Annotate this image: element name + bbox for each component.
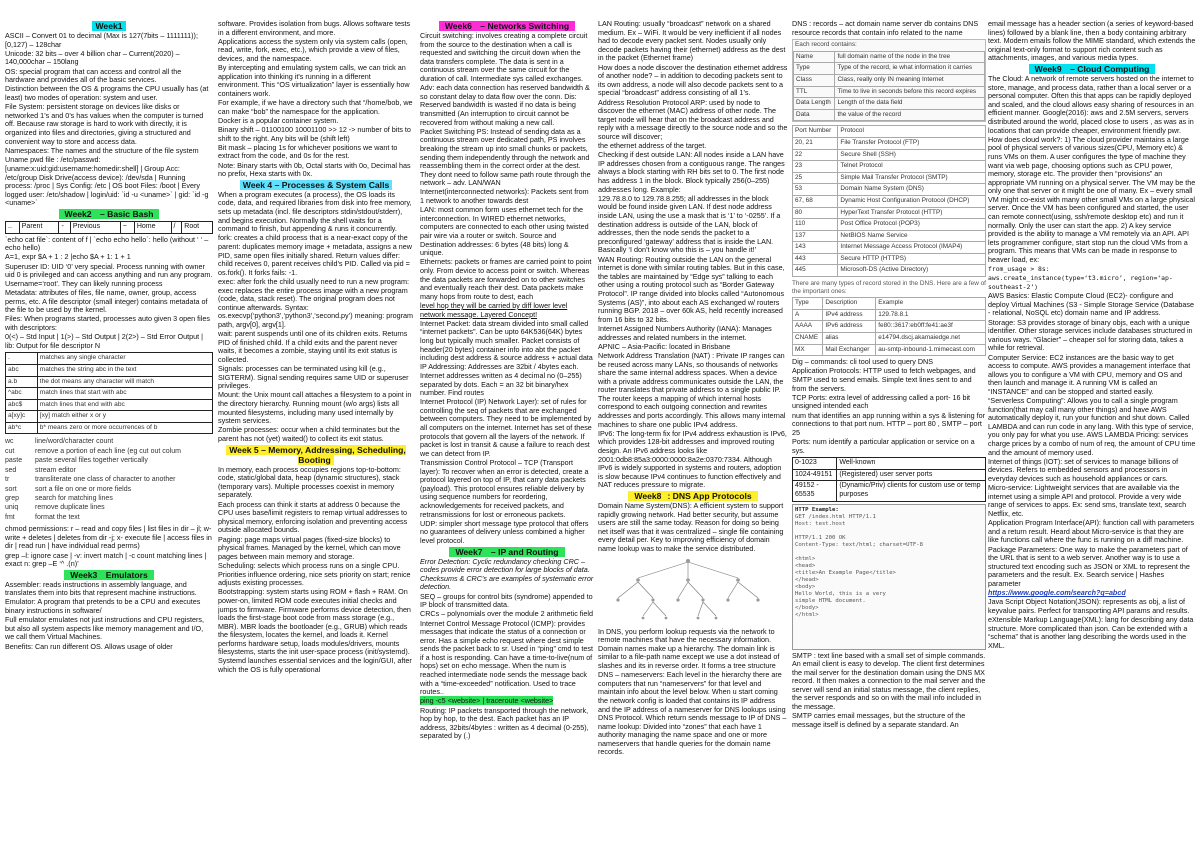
w1-p1: Unicode: 32 bits – over 4 billion char – Current(2020) – 140,000char – 150lang	[5, 48, 180, 67]
nav-cell: /	[171, 222, 182, 234]
w5-p1: Each process can think it starts at address 0 because the CPU uses base/limit registers to remap virtual addresses to physical memory, enforcing isolation and preventing access outside allocated bounds.	[218, 499, 408, 535]
regex-row: a[xy]c [xy] match either x or y	[6, 411, 213, 423]
search-link[interactable]: https://www.google.com/search?q=abcd	[988, 588, 1126, 598]
w4-p6: Zombie processes: occur when a child terminates but the parent has not (yet) waited() to collect its exit status.	[218, 425, 400, 444]
w7-p4: ping -c5 <website> | traceroute <website>	[420, 696, 554, 706]
dig-p2: TCP Ports: extra level of addressing called a port- 16 bit unsigned intended each	[792, 392, 971, 411]
w2-p3: Metadata: attributes of files, file name, owner, group, access perms, etc. A file descriptor (small integer) contains metadata of the file to be used by the kernel.	[5, 287, 208, 315]
w8-p2: DNS – nameservers: Each level in the hierarchy there are computers that run “nameservers” for that level and maintain info about the level below. When u start coming the network config is loaded that contains its IP address and the IP address of a nameserver for DNS lookups using DNS Protocol. Which return sends message to IP of DNS – name lookup: Divided into “zones” that each have 1 authority managing the name space and one or more nameservers that handle queries for the domain name records.	[598, 670, 787, 757]
w7-p2: CRCs – polynomials over the module 2 arithmetic field	[420, 609, 593, 619]
port-ranges-table	[792, 457, 986, 501]
smtp-p1: SMTP carries email messages, but the structure of the message itself is defined by a separate standard. An	[792, 711, 966, 729]
table-header: Port Number Protocol	[793, 126, 986, 138]
record-fields-table	[793, 51, 985, 122]
w4-p4: Signals: processes can be terminated using kill (e.g., SIGTERM). Signal sending requires same UID or superuser privileges.	[218, 364, 409, 391]
cmd-row: wc line/word/character count	[5, 438, 114, 446]
week3-heading: Week3 Emulators	[5, 570, 213, 580]
w6-p4: LAN: most common form uses ethernet tech for the interconnection. In WIRED ethernet networks, computers are connected to each other using twisted pair wire via a router or switch. Source and Destination addresses: 6 bytes (48 bits) long & unique.	[420, 205, 589, 258]
cmd-row: grep search for matching lines	[5, 494, 113, 502]
w9-p6: Computer Service: EC2 instances are the basic way to get access to compute. AWS provides a management interface that allows you to configure a VM with CPU, memory and OS and then launch and manage it. A running VM is called an “INSTANCE” and can be stopped and started easily.	[988, 352, 1191, 396]
table-row: Name full domain name of the node in the tree	[794, 51, 985, 63]
w7b-p2: Address Resolution Protocol ARP: used by node to discover the ethernet (MAC) address of other node. The target node will hear that on the broadcast address and reply with a message directly to the source node and so the source will discover;	[598, 97, 788, 141]
week6-heading: Week6 – Networks Switching	[420, 21, 594, 31]
w3-p0: Assembler: reads instructions in assembly language, and translates them into bits that represent machine instructions.	[5, 579, 197, 598]
table-row: 443 Secure HTTP (HTTPS)	[793, 253, 986, 265]
dig-p3: num that identifies an app running within a sys & listening for connections to that port num. HTTP – port 80 , SMTP – port 25	[792, 410, 985, 437]
w7b-p7: Internet Assigned Numbers Authority (IANA): Manages addresses and related numbers in the internet.	[598, 323, 772, 342]
w9b-p1: eXtensible Markup Language(XML): lang for describing any data structure. More complicated than json. Can be extended with a “schema” that is another lang describing the words used in the XML.	[988, 615, 1194, 650]
table-row: 23 Telnet Protocol	[793, 161, 986, 173]
w3b-p6: Bit mask – placing 1s for whichever positions we want to extract from the code, and 0s for the rest.	[218, 142, 398, 161]
cmd-row: tr transliterate one class of character to another	[5, 476, 176, 484]
w1-p4: File System: persistent storage on devices like disks or networked 1’s and 0’s has values when the computer is turned off. Because raw storage is hard to work with directly, it is organized into files and directories, giving a structured and convenient way to store and access data.	[5, 102, 204, 146]
w2-p2: Superuser ID: UID ‘0’ very special. Process running with owner uid 0 is privileged and can access anything and run any program. Username=‘root’. They can likely running process	[5, 261, 213, 288]
w1-p5: Namespaces: The names and the structure of the file system	[5, 145, 199, 155]
w3-p1: Emulator: A program that pretends to be a CPU and executes binary instructions in software/	[5, 597, 201, 616]
w2-p1: A=1, expr $A + 1 : 2 |echo $A + 1: 1 + 1	[5, 252, 131, 262]
w4-p2: exec: after fork the child usually need to run a new program: exec replaces the entire process image with a new program (code, data, stack reset). The original program does not continue afterwards. Syntax: os.execvp(‘python3’,‘python3’,‘second.py’) meaning: program path, argv[0], argv[1].	[218, 276, 413, 329]
cmd-row: paste paste several files together vertically	[5, 457, 148, 465]
w1-p3: Distinction between the OS & programs the CPU usually has (at least) two modes of operation: system and user.	[5, 84, 209, 102]
w9-p3: aws.create_instance(type=‘t3.micro’, region=‘ap-southeast-2’)	[988, 274, 1173, 291]
w6-p3: Internet(interconnected networks): Packets sent from 1 network to another towards dest	[420, 187, 589, 206]
smtp-p0: SMTP : text line based with a small set of simple commands. An email client is easy to develop. The client first determines the mail server for the destination domain using the DNS MX record. It then makes a connection to the mail server and the server will send an initial status message, the client replies, the server responds and so on with the mail info included in the message.	[792, 650, 986, 712]
w9-p1: How does cloud work?: 1) The cloud provider maintains a large pool of physical servers of various sizes(CPU, Memory etc) & runs VMs on them. A user configures the type of machine they want via web page, choosing options such as CPU power, memory, storage etc. The provider then “provisions” an appropriate VM running on a physical server. The VM may be the only one that server or it might be one of many. Ex – every small VM might co-exist with many other small VMs on a large physical server. Once the VM has been configured and started, the user can remote connect(using, ssh/remote desktop etc) and run it normally. Only the user can start the app. 2) A key service provided is the ability to manage a VM remotely via an API. API lets programmer configure, start stop run the cloud VMs from a program. This means that VMs can be made in response to heaver load, ex:	[988, 134, 1196, 265]
w7-p1: SEQ – groups for control bits (syndrome) appended to IP block of transmitted data.	[420, 591, 593, 610]
w7b-p5: 129.78.8.0 to 129.78.8.255; all addresses in the block would be found inside given LAN. If dest node address inside LAN, using the use a mask that is ‘1’ to ‘-0255’. If a destination address is outside of the LAN, block of addresses, then the node sends the packet to a preconfigured ‘gateway’ address that is inside the LAN. Basically ‘I don’t know who this is – you handle it!’	[598, 193, 781, 255]
regex-row: ab*c b* means zero or more occurrences of b	[6, 422, 213, 434]
w8-p1: In DNS, you perform lookup requests via the network to remote machines that have the necessary information. Domain names make up a hierarchy. The domain link is similar to a file-path name except we use a dot instead of slashes and its in reverse order. It forms a tree structure	[598, 626, 780, 670]
w5-p2: Paging: page maps virtual pages (fixed-size blocks) to physical frames. Managed by the kernel, which can move pages between main memory and storage.	[218, 534, 401, 561]
week5-heading: Week 5 – Memory, Addressing, Scheduling, Booting	[218, 445, 414, 465]
nav-cell: Parent	[19, 222, 59, 234]
w6-p6: level hop they will be carried by diff lower level network message. Layered Concept!	[420, 300, 568, 319]
regex-table	[5, 352, 213, 434]
table-row: A IPv4 address 129.78.8.1	[793, 309, 986, 321]
w7-p3: Internet Control Message Protocol (ICMP): provides messages that indicate the status of a connection or error. Has a simple echo request where dest simple sends the packet back to sr. Used in “ping” cmd to test if a host is responding. Can have a time-to-live(num of hops) set on echo message. When the num is reached intermediate node sends the message back with a “time-exceeded” notification. Used to trace routes..	[420, 618, 593, 697]
nav-symbols-table	[5, 221, 213, 234]
table-row: 0-1023 Well-known	[793, 458, 986, 470]
w3b-p3: For example, if we have a directory such that “/home/bob, we can make “bob” the namespace for the application.	[218, 98, 413, 116]
week9-heading: Week9 – Cloud Computing	[988, 64, 1196, 74]
regex-row: . matches any single character	[6, 353, 213, 365]
w7b-p6: WAN Routing: Routing outside the LAN on the general internet is done with similar routing tables. But in this case, the tables are maintained by “Edge sys” talking to each other using a routing protocol such as “Border Gateway Protocol”. IP range divided into blocks called “Autonomous Systems (AS)”, into about each AS exchanged w/ routers running BGP. 2018 – over 60k AS, held recently increased from 16 bits to 32 bits.	[598, 254, 785, 324]
table-row: MX Mail Exchanger au-smtp-inbound-1.mimecast.com	[793, 344, 986, 356]
w5-p4: Bootstrapping: system starts using ROM + flash + RAM. On power-on, limited ROM code executes initial checks and jumps to firmware. Firmware performs device detection, then loads the first-stage boot code from mass storage (e.g., MBR). MBR loads the bootloader (e.g., GRUB) which reads the filesystem, locates the kernel, and loads it. Kernel performs hardware setup, loads modules/drivers, mounts filesystems, starts the init user-space process (init/systemd). Systemd launches essential services and the login/GUI, after which the OS is fully operational	[218, 587, 412, 674]
table-row: 67, 68 Dynamic Host Configuration Protocol (DHCP)	[793, 195, 986, 207]
record-caption: Each record contains:	[795, 41, 857, 49]
w3b-p0: software. Provides isolation from bugs. Allows software tests in a different environment, and more.	[218, 20, 411, 37]
dig-p1: Application Protocols: HTTP used to fetch webpages, and SMTP used to send emails. Simple text lines sent to and from the servers.	[792, 366, 976, 393]
table-row: 53 Domain Name System (DNS)	[793, 184, 986, 196]
w9-p5: Storage: S3 provides storage of binary objs, each with a unique identifier. Other storage services include databases structured in various ways. “Glacier” – cheaper sol for storing data, takes a while for retrieval.	[988, 317, 1193, 353]
w8-p0: Domain Name System(DNS): A efficient system to support rapidly growing network. Had better security, but assume users are still the same today. Reason for doing so being net itself was that it was centralized – single file containing every detail per. Key to improving efficiency of domain name lookup was to make the service distributed.	[598, 501, 784, 553]
dns-record-figure	[792, 39, 986, 122]
w3b-p2: By intercepting and emulating system calls, we can trick an application into thinking it’s running in a different environment. This “OS virtualization” layer is essentially how containers work.	[218, 63, 410, 98]
w7b-p0: LAN Routing: usually “broadcast” network on a shared medium. Ex – WiFi. It would be very inefficient if all nodes had to decode every packet sent. Nodes usually only decode packets having their (ethernet) address as the dest in the packet (Ethernet frame)	[598, 20, 786, 63]
w3-p2: Full emulator emulates not just instructions and CPU registers, but also all system aspects like memory management and I/O, we call them Virtual Machines.	[5, 615, 204, 642]
w7b-p4: Checking if dest outside LAN: All nodes inside a LAN have IP addresses chosen from a contiguous range. The ranges always a block starting with RH bits set to 0. The first node has address 1 in the block. Block typically 256(0–255) addresses long. Example:	[598, 150, 785, 194]
week2-heading: Week2 – Basic Bash	[5, 209, 213, 219]
w8b-p0: email message has a header section (a series of keyword-based lines) followed by a blank line, then a body containing arbitrary text. Modern emails follow the MIME standard, which extends the original text-only format to support rich content such as attachments, images, and various media types.	[988, 20, 1196, 63]
w9-p11: Package Parameters: One way to make the parameters part of the URL that is sent to a web server. Another way is to use a structured text encoding such as JSON or XML to represent the parameters and the result. Ex. Search service | Hashes parameter	[988, 544, 1190, 588]
table-row: CNAME alias e14794.dscj.akamaiedge.net	[793, 333, 986, 345]
nav-cell: Root	[182, 222, 213, 234]
regex-row: ^abc match lines that start with abc	[6, 388, 213, 400]
w3-p3: Benefits: Can run different OS. Allows usage of older	[5, 641, 173, 651]
nav-cell: -	[59, 222, 70, 234]
w7b-p8: APNIC – Asia-Pacific: located in Brisbane	[598, 341, 731, 351]
nav-cell: ~	[120, 222, 134, 234]
cmd-row: cut remove a portion of each line (eg cut out colum	[5, 447, 181, 455]
table-row: 1024-49151 (Registered) user server ports	[793, 469, 986, 481]
ports-table	[792, 125, 986, 277]
w9b-p0: Java Script Object Notation(JSON): represents as obj, a list of keyvalue pairs. Perfect for transporting API params and results.	[988, 597, 1190, 615]
cmd-row: fmt format the text	[5, 513, 80, 521]
w2-p4: Files: When programs started, processes auto given 3 open files with descriptors:	[5, 314, 210, 332]
w3b-p5: Binary shift – 01100100 10001100 >> 12 -> number of bits to shift to the right. Any bits will be (shift left)	[218, 125, 411, 143]
types-caption: There are many types of record stored in the DNS. Here are a few of the important ones:	[792, 280, 986, 295]
w2-p5: 0(<) – Std Input | 1(>) – Std Output | 2(2>) – Std Error Output | lib: Output for file descriptor N	[5, 332, 203, 350]
w1-p6: Uname pwd file : /etc/passwd:	[5, 154, 101, 164]
w6-p9: Internet Protocol (IP) Network Layer): set of rules for controlling the seq of packets that are exchanged between computers. They need to be implemented by all computers on the internet. Internet has set of these protocols that govern all the layers of the network. If packet is lost in transit & cause a failure to reach dest we can detect from IP.	[420, 397, 592, 458]
week8-heading: Week8 : DNS App Protocols	[598, 491, 788, 501]
w6-p5: Ethernets: packets or frames are carried point to point only. From device to access point or switch. Whereas the data packets are forwarded on to other switches and eventually reach their dest. Data packets make many hops from route to dest, each	[420, 257, 592, 301]
regex-row: a.b the dot means any character will match	[6, 376, 213, 388]
column-5	[792, 20, 986, 846]
column-4	[598, 20, 788, 846]
table-row: 20, 21 File Transfer Protocol (FTP)	[793, 137, 986, 149]
nav-cell: Home	[134, 222, 171, 234]
table-row: 143 Internet Message Access Protocol (IMAP4)	[793, 242, 986, 254]
record-types-table	[792, 297, 986, 356]
w6-p7: Internet Packet: data stream divided into small called “internet packets”. Can be upto 64K536(64K) bytes long but typically much smaller. Packet consists of header(20 bytes) container info into abt the packet including dest address & source address + actual data	[420, 318, 593, 363]
w1-p7: [uname:x:uid:gid:username:homedir:shell] | Group Acc: /etc/group Disk Drive(access device): /dev/sda | Running process: /proc | Sys Config: /etc | OS boot Files: /boot | Every logged user: /etc/shadow | login/uid: `id -u <uname>` | gid: `id -g <uname>`	[5, 164, 209, 208]
regex-row: abc matches the string abc in the text	[6, 364, 213, 376]
w9-p0: The Cloud: A network of remote servers hosted on the internet to store, manage, and process data, rather than a local server or a personal computer. Often this that apps can be rapidly deployed and scaled, and the cloud allows easy sharing of resources in an efficient manner. Google(2016): aws and 2.5M servers, servers distributed around the world, placed close to users , as was as in locations that can provide cheaper, environment friendly pwr.	[988, 73, 1194, 135]
w6-p11: UDP: simpler short message type protocol that offers no guarantees of delivery unless combined a higher level protocol.	[420, 518, 589, 545]
w6-p10: Transmission Control Protocol – TCP (Transport layer): To recover when an error is detected, create a protocol layered on top of IP, that carry data packets (payload). This protocol ensures reliable delivery by using sequence numbers for reordering, acknowledgements for received packets, and retransmissions for lost or erroneous packets.	[420, 458, 589, 519]
dns-tree-diagram	[598, 556, 788, 626]
table-row: Data the value of the record	[794, 109, 985, 121]
w4-p1: fork: creates a child process that is a near-exact copy of the parent: duplicates memory image + metadata, assigns a new PID, same open files initially shared. Return values differ: child receives 0, parent receives child’s PID. Called via pid = os.fork(). It forks fails: -1.	[218, 233, 412, 277]
regex-row: abc$ match lines that end with abc	[6, 399, 213, 411]
w5-p0: In memory, each process occupies regions top-to-bottom: code, static/global data, heap (dynamic structures), stack (temporary vars). Multiple processes coexist in memory separately.	[218, 464, 401, 500]
week1-heading: Week1	[5, 21, 213, 31]
week7-heading: Week7 – IP and Routing	[420, 547, 594, 557]
bash-commands-list	[5, 437, 213, 522]
week4-heading: Week 4 – Processes & System Calls	[218, 180, 414, 190]
w7-p5: Routing: IP packets transported through the network, hop by hop, to the dest. Each packet has an IP address, 32bits/4bytes : written as 4 decimal (0-255), separated by (.)	[420, 705, 589, 741]
w7b-p3: the ethernet address of the target.	[598, 141, 707, 151]
w6-p0: Circuit switching: involves creating a complete circuit from the source to the destination when a call is requested and switching the circuit down when the data transfers complete. The data is sent in a continuous stream over the same circuit for the duration of call. Intermediate sys called exchanges.	[420, 31, 588, 83]
w2b-p1: grep –l: ignore case | -v: invert match | -c count matching lines | exact n: grep –E ‘^ .(n)’	[5, 550, 207, 569]
w1-p2: OS: special program that can access and control all the hardware and provides all of the basic services.	[5, 66, 182, 85]
table-row: 445 Microsoft-DS (Active Directory)	[793, 265, 986, 277]
w9-p10: Application Program Interface(API): function call with parameters and a return result. Heard about Micro-service is that they are like functions call where the func is running on a diff machine.	[988, 518, 1195, 545]
w9-p9: Micro-service: Lightweight services that are available via the internet using a simple API and protocol. Provide a very wide range of services to apps. Ex: send sms, translate text, search Netflix, etc.	[988, 483, 1187, 518]
dns-intro: DNS : records – act domain name server db contains DNS resource records that contain info related to the name	[792, 20, 979, 37]
table-row: 110 Post Office Protocol (POP3)	[793, 219, 986, 231]
column-2	[218, 20, 414, 846]
table-row: 80 HyperText Transfer Protocol (HTTP)	[793, 207, 986, 219]
dns-tree-svg	[598, 556, 778, 626]
w6-p8: IP Addressing: Addresses are 32bit / 4bytes each. Internet addresses written as 4 decimal no (0–255) separated by dots. Each = an 32 bit binary/hex number. Find routes	[420, 362, 582, 398]
w9-p4: AWS Basics: Elastic Compute Cloud (EC2)- configure and deploy Virtual Machines (S3 - Simple Storage Service (Database - relational, NoSQL etc) domain name and IP address.	[988, 291, 1195, 318]
table-row: 25 Simple Mail Transfer Protocol (SMTP)	[793, 172, 986, 184]
column-6	[988, 20, 1196, 846]
w3b-p4: Docker is a popular container system.	[218, 115, 339, 125]
table-row: Type Type of the record, ie what information it carries	[794, 63, 985, 75]
w5-p3: Scheduling: selects which process runs on a single CPU. Priorities influence ordering, nice sets priority on start; renice adjusts existing processes.	[218, 560, 411, 588]
w7-p0: Error Detection: Cyclic redundancy checking CRC – codes provide error detection for large blocks of data. Checksums & CRC’s are examples of systematic error detection.	[420, 556, 594, 592]
w1-p0: ASCII – Convert 01 to decimal (Max is 127(7bits – 1111111)); [0,127) – 128char	[5, 31, 198, 49]
w4-p0: When a program executes (a process), the OS loads its code, data, and required libraries from disk into free memory, sets up metadata (incl. file descriptors stdin/stdout/stderr), and begins execution. Normally the shell waits for a command to finish, but appending & runs it concurrently.	[218, 189, 412, 234]
w2b-p0: chmod permissions: r – read and copy files | list files in dir – jl; w- write + deletes | deletes from dir -j; x- execute file | access files in dir | read run | have individual read perms)	[5, 524, 212, 551]
column-3	[420, 20, 594, 846]
w2-p0: `echo cat file`: content of f | `echo echo hello`: hello (without ‘ ‘ – echo hello)	[5, 234, 209, 253]
table-header: Type Description Example	[793, 298, 986, 310]
w3b-p1: Applications access the system only via system calls (open, read, write, fork, exec, etc.), which provide a view of files, devices, and the namespace.	[218, 36, 408, 63]
w6-p2: Packet Switching PS: Instead of sending data as a continuous stream over dedicated path, PS involves breaking the stream up into small chunks or packets, sending them independently through the network and reassembling them in the correct order at the dest. They dont need to follow same path route through the network – adv. LAN/WAN	[420, 126, 591, 188]
w9-p8: Internet of things (IOT): set of services to manage billions of devices. Refers to embedded sensors and processors in everyday devices such as household appliances or cars.	[988, 456, 1179, 484]
w7b-p10: IPv6: The long-term fix for IPv4 address exhaustion is IPv6, which provides 128-bit addresses and improved routing design. An IPv6 address looks like 2001:0db8:85a3:0000:0000:8a2e:0370:7334. Although IPv6 is widely supported in systems and routers, adoption is slow because IPv4 continues to function effectively and NAT reduces pressure to migrate.	[598, 428, 787, 490]
http-caption: HTTP Example:	[795, 506, 839, 513]
dig-p0: Dig – commands: cli tool used to query DNS	[792, 357, 934, 367]
table-row: Data Length Length of the data field	[794, 98, 985, 110]
table-row: Class Class, really only IN meaning Internet	[794, 74, 985, 86]
w9-p7: “Serverless Computing”: Allows you to call a single program function(that may call many other things) and have AWS automatically deploy it, run your function and shut down. Called LAMBDA and can run code in any lang. With this type of service, you only pay for what you use. AWS LAMBDA Pricing: services charge prices by a combo of num of req, the amount of CPU time and the amount of memory used.	[988, 396, 1196, 457]
w7b-p9: Network Address Translation (NAT) : Private IP ranges can be reused across many LANs, so thousands of networks share the same internal address spaces. When a device with a private address communicates outside the LAN, the router translates that private address to a single public IP. The router keeps a mapping of which internal hosts correspond to each outgoing connection and rewrites addresses and ports accordingly. This allows many internal machines to share one public IPv4 address.	[598, 350, 786, 429]
column-1	[5, 20, 213, 846]
w9-p2: from_usage > 8s:	[988, 265, 1050, 274]
table-row: 137 NetBIOS Name Service	[793, 230, 986, 242]
dig-p4: Ports: num identify a particular application or service on a sys.	[792, 436, 975, 455]
table-row: 49152 - 65535 (Dynamic/Priv) clients for custom use or temp purposes	[793, 481, 986, 501]
w4-p3: wait: parent suspends until one of its children exits. Returns PID of finished child. If a child exits and the parent never waits, it becomes a zombie, staying until its exit status is collected.	[218, 329, 408, 364]
cmd-row: sort sort a file on one or more fields	[5, 485, 132, 493]
http-example-figure: HTTP Example: GET /index.html HTTP/1.1 Host: test.host HTTP/1.1 200 OK Content-Type: text/html; charset=UTF-8 <html> <head> <title>An Example Page</title> </head> <body> Hello World, this is a very simple HTML document. </body> </html>	[792, 504, 986, 650]
table-row: 22 Secure Shell (SSH)	[793, 149, 986, 161]
w4-p5: Mount: the Unix mount call attaches a filesystem to a point in the directory hierarchy. Running mount (w/o args) lists all mounted filesystems, including many used internally by system services.	[218, 390, 412, 426]
w7b-p1: How does a node discover the destination ethernet address of another node? – in addition to decoding packets sent to its own address, a node will also decode packets sent to a special “broadcast” address consisting of all 1’s.	[598, 62, 788, 98]
cmd-row: sed stream editor	[5, 466, 76, 474]
w3b-p7: Note: Binary starts with 0b, Octal starts with 0o, Decimal has no prefix, Hexa starts with 0x.	[218, 160, 411, 179]
nav-cell: ..	[6, 222, 20, 234]
table-row: TTL Time to live in seconds before this record expires	[794, 86, 985, 98]
cmd-row: uniq remove duplicate lines	[5, 504, 105, 512]
w6-p1: Adv: each data connection has reserved bandwidth & so constant delay to data flow over the conn. Dis: Reserved bandwidth is wasted if no data is being transmitted (An interruption to circuit cannot be recovered from without making a new call.	[420, 83, 590, 127]
nav-cell: Previous	[70, 222, 120, 234]
table-row: AAAA IPv6 address fe80::3617:eb0ff:fe41:ae3f	[793, 321, 986, 333]
